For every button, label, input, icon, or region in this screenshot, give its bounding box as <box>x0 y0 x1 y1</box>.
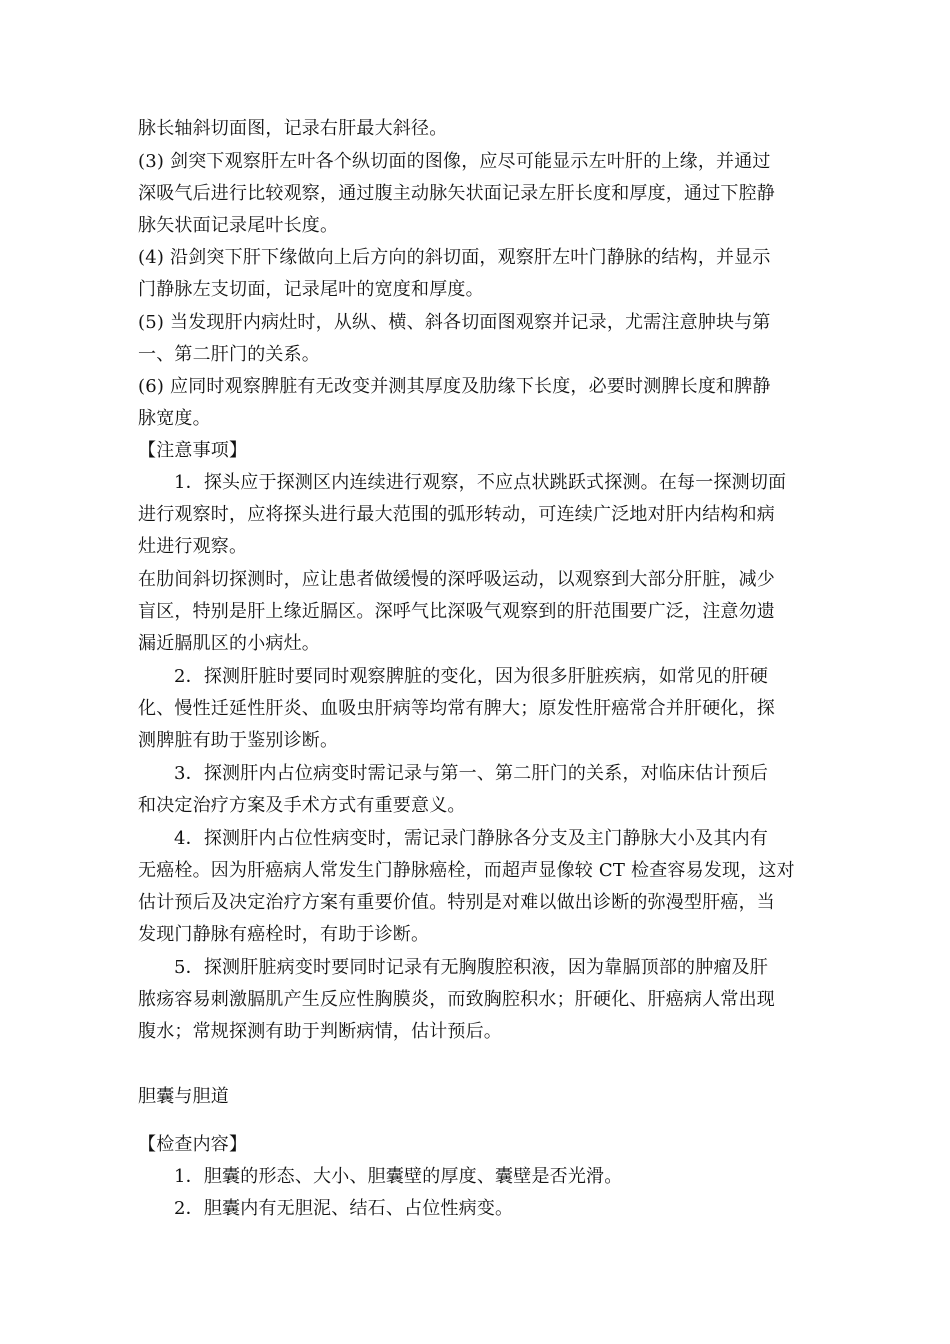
text-line: 3．探测肝内占位病变时需记录与第一、第二肝门的关系，对临床估计预后 <box>174 763 769 784</box>
text-line: (4) 沿剑突下肝下缘做向上后方向的斜切面，观察肝左叶门静脉的结构，并显示 <box>138 247 771 268</box>
text-line: 脉宽度。 <box>138 408 211 429</box>
text-line: 4．探测肝内占位性病变时，需记录门静脉各分支及主门静脉大小及其内有 <box>174 828 769 849</box>
text-line: 2．探测肝脏时要同时观察脾脏的变化，因为很多肝脏疾病，如常见的肝硬 <box>174 666 769 687</box>
text-line: 脓疡容易刺激膈肌产生反应性胸膜炎，而致胸腔积水；肝硬化、肝癌病人常出现 <box>138 989 775 1010</box>
text-line: 估计预后及决定治疗方案有重要价值。特别是对难以做出诊断的弥漫型肝癌，当 <box>138 892 775 913</box>
text-line: 1．胆囊的形态、大小、胆囊壁的厚度、囊壁是否光滑。 <box>174 1166 623 1187</box>
text-line: 在肋间斜切探测时，应让患者做缓慢的深呼吸运动，以观察到大部分肝脏，减少 <box>138 569 775 590</box>
text-line: 腹水；常规探测有助于判断病情，估计预后。 <box>138 1021 502 1042</box>
text-line: 和决定治疗方案及手术方式有重要意义。 <box>138 795 466 816</box>
text-line: 无癌栓。因为肝癌病人常发生门静脉癌栓，而超声显像较 CT 检查容易发现，这对 <box>138 860 795 881</box>
text-line: 2．胆囊内有无胆泥、结石、占位性病变。 <box>174 1198 514 1219</box>
text-line: (6) 应同时观察脾脏有无改变并测其厚度及肋缘下长度，必要时测脾长度和脾静 <box>138 376 771 397</box>
text-line: 发现门静脉有癌栓时，有助于诊断。 <box>138 924 430 945</box>
section-heading: 【检查内容】 <box>138 1134 248 1155</box>
text-line: 化、慢性迁延性肝炎、血吸虫肝病等均常有脾大；原发性肝癌常合并肝硬化，探 <box>138 698 775 719</box>
text-line: (3) 剑突下观察肝左叶各个纵切面的图像，应尽可能显示左叶肝的上缘，并通过 <box>138 151 771 172</box>
text-line: 盲区，特别是肝上缘近膈区。深呼气比深吸气观察到的肝范围要广泛，注意勿遗 <box>138 601 775 622</box>
text-line: 门静脉左支切面，记录尾叶的宽度和厚度。 <box>138 279 484 300</box>
text-line: 深吸气后进行比较观察，通过腹主动脉矢状面记录左肝长度和厚度，通过下腔静 <box>138 183 775 204</box>
text-line: 1．探头应于探测区内连续进行观察，不应点状跳跃式探测。在每一探测切面 <box>174 472 787 493</box>
text-line: 灶进行观察。 <box>138 536 248 557</box>
section-heading: 【注意事项】 <box>138 440 248 461</box>
text-line: 脉长轴斜切面图，记录右肝最大斜径。 <box>138 118 448 139</box>
section-title: 胆囊与胆道 <box>138 1086 229 1107</box>
text-line: 脉矢状面记录尾叶长度。 <box>138 215 339 236</box>
text-line: 测脾脏有助于鉴别诊断。 <box>138 730 339 751</box>
text-line: 漏近膈肌区的小病灶。 <box>138 633 320 654</box>
text-line: 一、第二肝门的关系。 <box>138 344 320 365</box>
text-line: (5) 当发现肝内病灶时，从纵、横、斜各切面图观察并记录，尤需注意肿块与第 <box>138 312 771 333</box>
text-line: 5．探测肝脏病变时要同时记录有无胸腹腔积液，因为靠膈顶部的肿瘤及肝 <box>174 957 769 978</box>
text-line: 进行观察时，应将探头进行最大范围的弧形转动，可连续广泛地对肝内结构和病 <box>138 504 775 525</box>
